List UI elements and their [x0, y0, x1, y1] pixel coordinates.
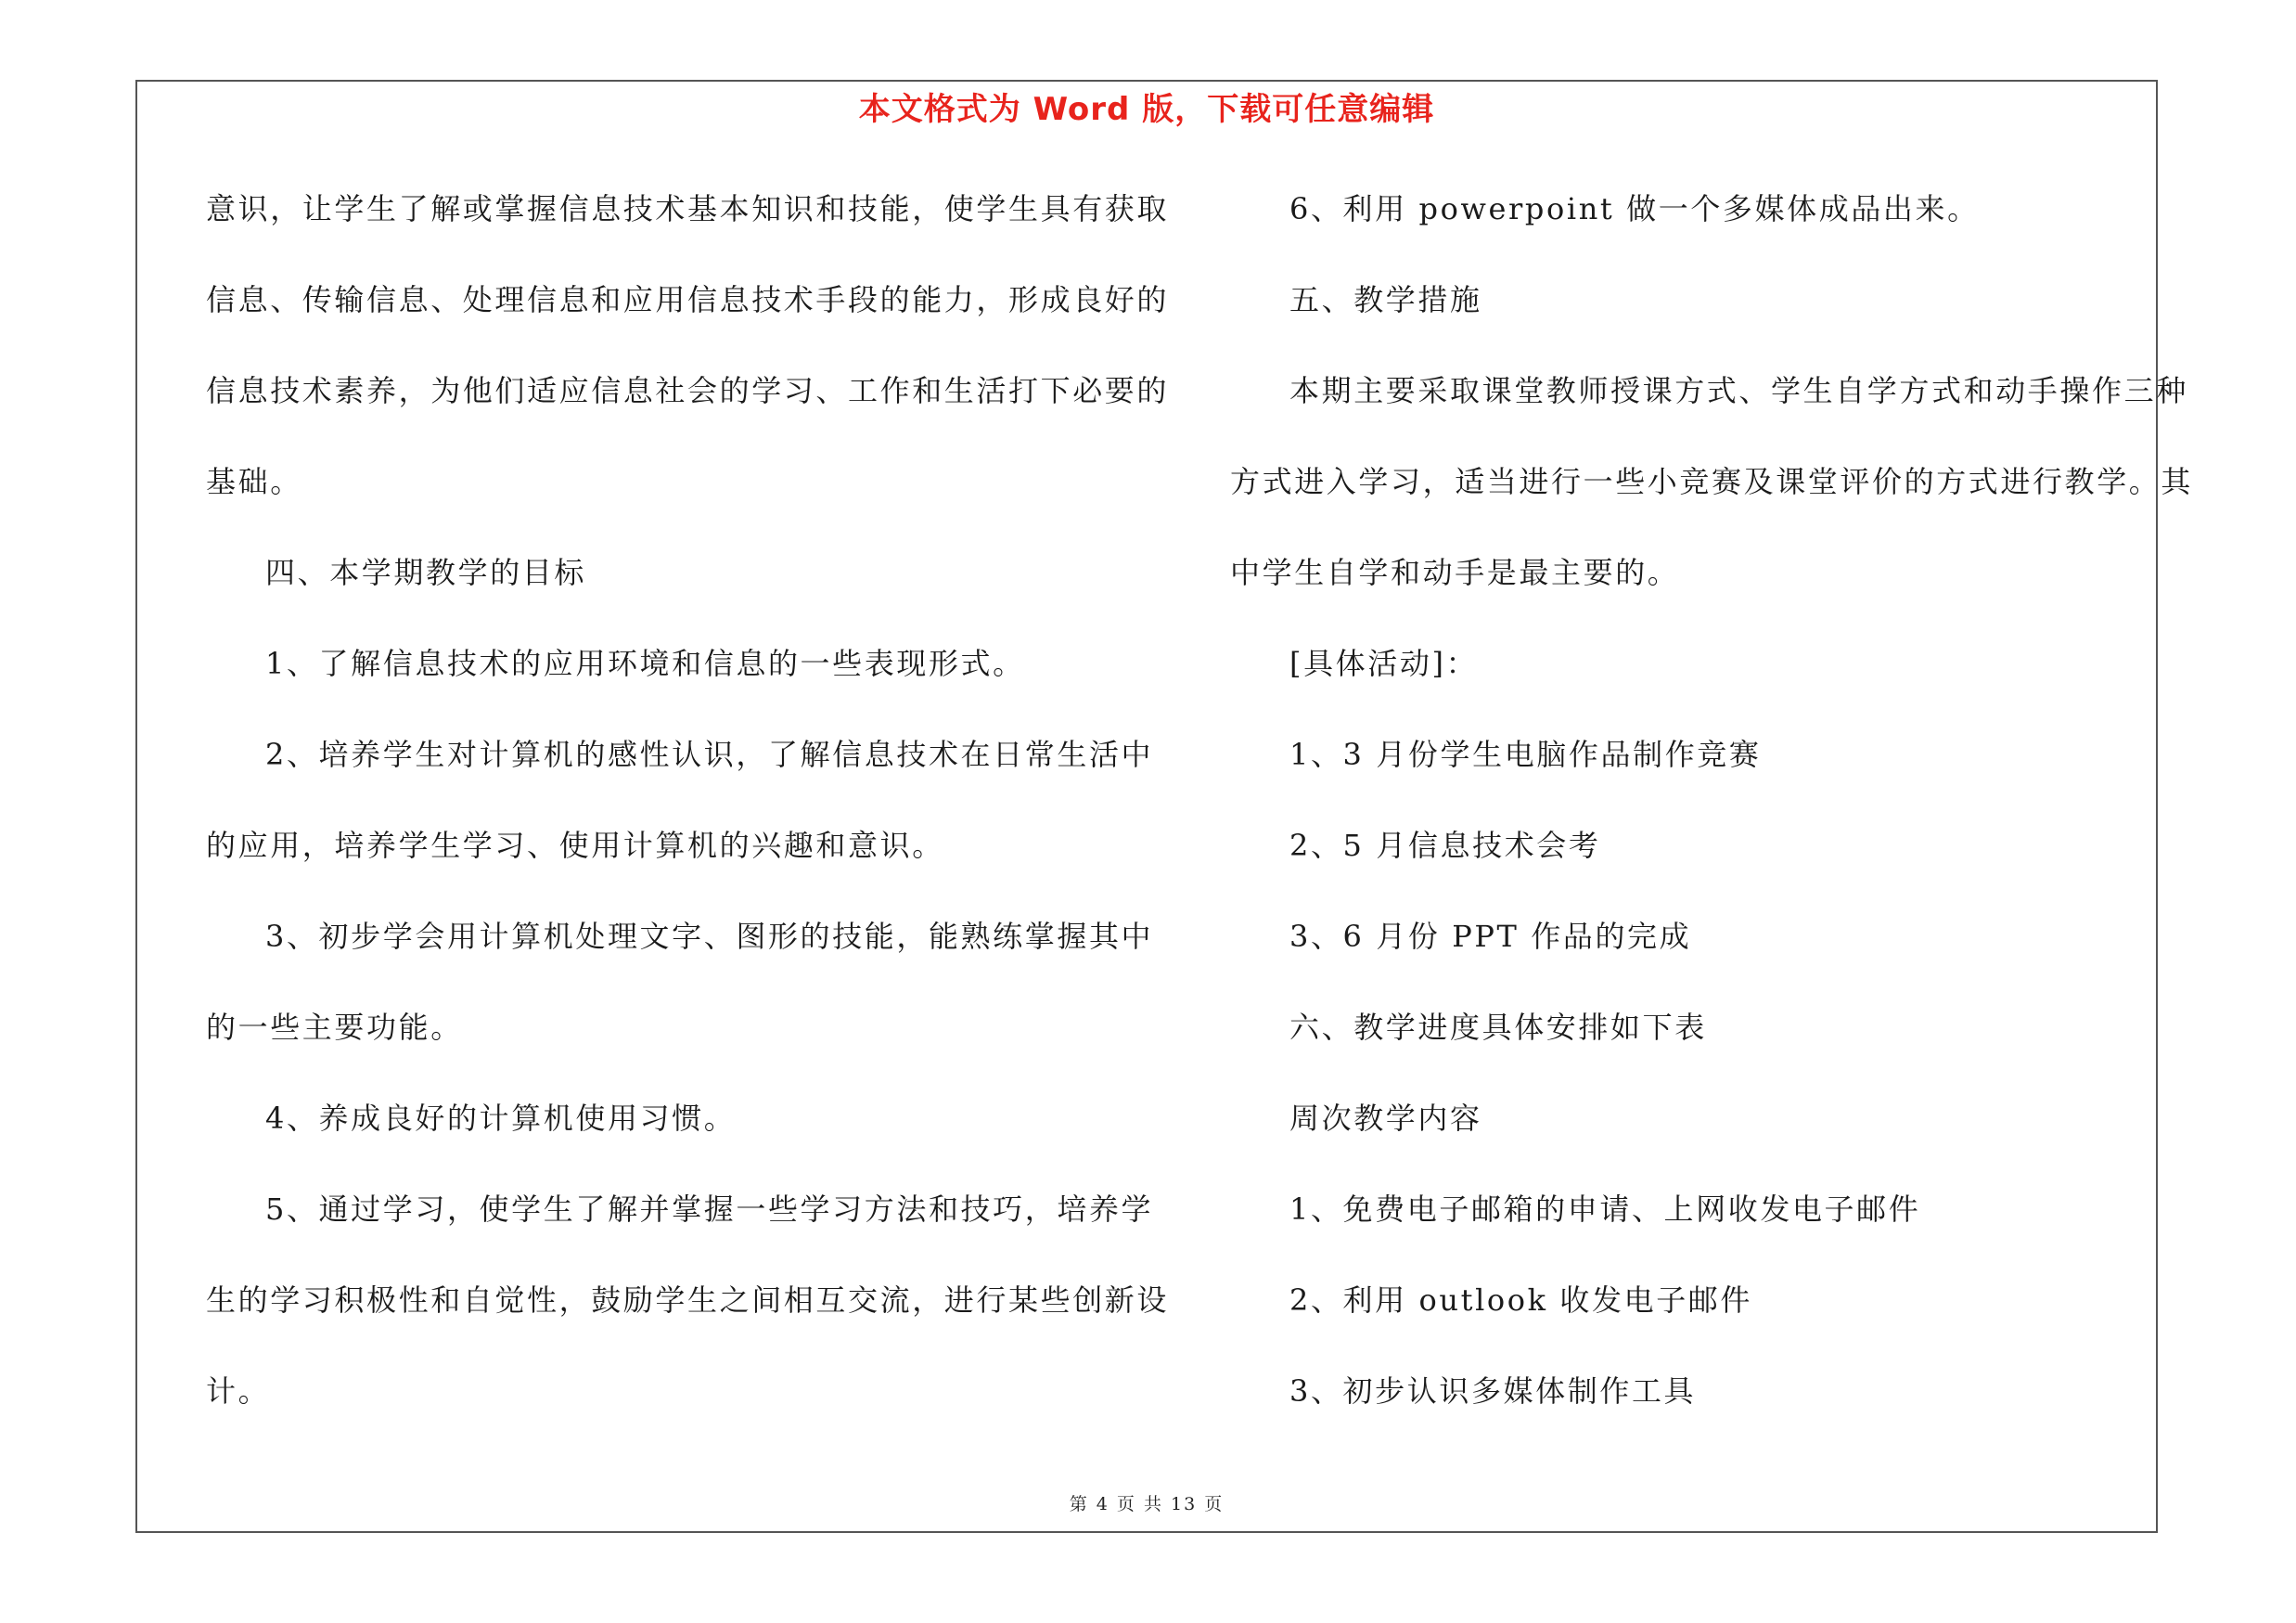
- left-line-6: 1、了解信息技术的应用环境和信息的一些表现形式。: [265, 646, 1025, 681]
- right-line-9: 3、6 月份 PPT 作品的完成: [1289, 919, 1692, 954]
- left-line-11: 4、养成良好的计算机使用习惯。: [265, 1101, 737, 1136]
- right-line-6: [具体活动]：: [1289, 646, 1479, 681]
- schedule-item-3: 3、初步认识多媒体制作工具: [1289, 1373, 1697, 1409]
- left-line-8: 的应用，培养学生学习、使用计算机的兴趣和意识。: [206, 828, 944, 863]
- schedule-table-header: 周次教学内容: [1289, 1101, 1482, 1136]
- right-line-1: 6、利用 powerpoint 做一个多媒体成品出来。: [1289, 191, 1980, 226]
- right-line-5: 中学生自学和动手是最主要的。: [1230, 555, 1680, 590]
- left-line-9: 3、初步学会用计算机处理文字、图形的技能，能熟练掌握其中: [265, 919, 1154, 954]
- schedule-item-2: 2、利用 outlook 收发电子邮件: [1289, 1282, 1752, 1318]
- left-line-7: 2、培养学生对计算机的感性认识，了解信息技术在日常生活中: [265, 737, 1154, 772]
- section-heading-schedule: 六、教学进度具体安排如下表: [1289, 1010, 1707, 1045]
- left-line-10: 的一些主要功能。: [206, 1010, 463, 1045]
- schedule-item-1: 1、免费电子邮箱的申请、上网收发电子邮件: [1289, 1191, 1921, 1227]
- left-line-14: 计。: [206, 1373, 271, 1409]
- header-banner: 本文格式为 Word 版，下载可任意编辑: [858, 91, 1435, 128]
- left-line-2: 信息、传输信息、处理信息和应用信息技术手段的能力，形成良好的: [206, 282, 1170, 317]
- right-line-7: 1、3 月份学生电脑作品制作竞赛: [1289, 737, 1762, 772]
- left-line-13: 生的学习积极性和自觉性，鼓励学生之间相互交流，进行某些创新设: [206, 1282, 1170, 1318]
- right-line-3: 本期主要采取课堂教师授课方式、学生自学方式和动手操作三种: [1289, 373, 2188, 408]
- right-line-8: 2、5 月信息技术会考: [1289, 828, 1601, 863]
- section-heading-measures: 五、教学措施: [1289, 282, 1482, 317]
- right-line-4: 方式进入学习，适当进行一些小竞赛及课堂评价的方式进行教学。其: [1230, 464, 2194, 499]
- left-line-4: 基础。: [206, 464, 302, 499]
- left-line-12: 5、通过学习，使学生了解并掌握一些学习方法和技巧，培养学: [265, 1191, 1154, 1227]
- page-number-footer: 第 4 页 共 13 页: [1069, 1494, 1225, 1514]
- left-line-1: 意识，让学生了解或掌握信息技术基本知识和技能，使学生具有获取: [206, 191, 1170, 226]
- section-heading-goals: 四、本学期教学的目标: [265, 555, 587, 590]
- left-line-3: 信息技术素养，为他们适应信息社会的学习、工作和生活打下必要的: [206, 373, 1170, 408]
